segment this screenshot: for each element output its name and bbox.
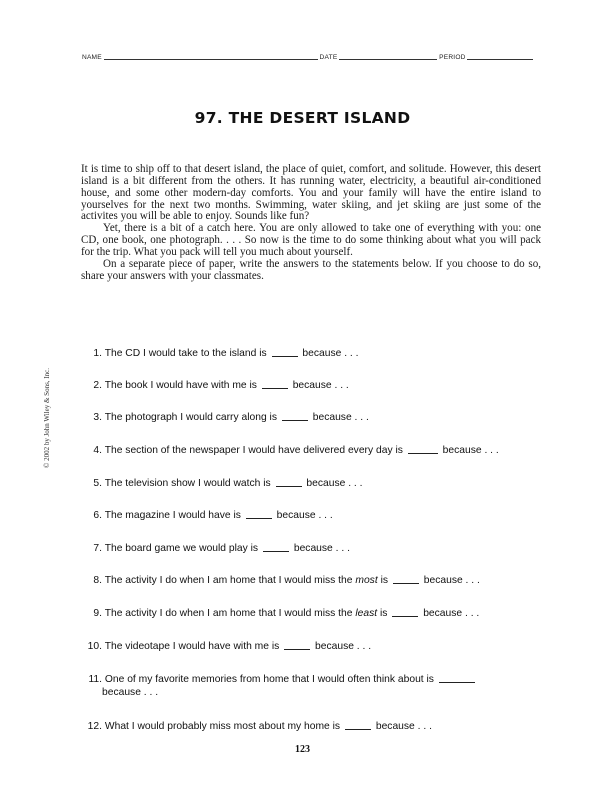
item-emphasis: least (355, 608, 378, 619)
list-item: 9. The activity I do when I am home that I would miss the least is because . . . (93, 608, 480, 619)
answer-blank[interactable] (345, 720, 371, 730)
list-item: 11. One of my favorite memories from home that I would often think about is because . . . (81, 673, 551, 699)
item-text: The television show I would watch is (104, 478, 271, 489)
answer-blank[interactable] (284, 640, 310, 650)
intro-text (81, 164, 541, 282)
copyright-notice: © 2002 by John Wiley & Sons, Inc. (43, 368, 51, 468)
item-text: The activity I do when I am home that I would miss the (104, 575, 353, 586)
item-text: The book I would have with me is (104, 380, 257, 391)
intro-paragraph-1: It is time to ship off to that desert island, the place of quiet, comfort, and solitude. However, this desert island is a bit different from the others. It has running water, electricity, a beautiful air-conditioned house, and some other modern-day comforts. You and your family will have the entire island to yourselves for the next two months. Swimming, water skiing, and jet skiing are just some of the activites you will be able to enjoy. Sounds like fun? (81, 163, 541, 223)
list-item: 1. The CD I would take to the island is because . . . (93, 348, 359, 359)
date-field[interactable] (339, 53, 437, 60)
answer-blank[interactable] (393, 574, 419, 584)
name-label: NAME (82, 54, 102, 61)
intro-paragraph-3: On a separate piece of paper, write the answers to the statements below. If you choose to do so, share your answers with your classmates. (81, 257, 541, 282)
because-text: because . . . (302, 348, 359, 359)
because-text: because . . . (306, 478, 363, 489)
item-text-end: is (380, 575, 389, 586)
list-item: 2. The book I would have with me is because . . . (93, 380, 349, 391)
item-emphasis: most (355, 575, 378, 586)
list-item: 4. The section of the newspaper I would have delivered every day is because . . . (93, 445, 499, 456)
item-text: The board game we would play is (104, 543, 259, 554)
date-label: DATE (319, 54, 338, 61)
item-text-end: is (380, 608, 388, 619)
because-text: because . . . (312, 412, 369, 423)
answer-blank[interactable] (439, 673, 475, 683)
because-text: because . . . (102, 686, 159, 698)
answer-blank[interactable] (262, 379, 288, 389)
list-item: 3. The photograph I would carry along is because . . . (93, 412, 369, 423)
because-text: because . . . (442, 445, 499, 456)
answer-blank[interactable] (246, 509, 272, 519)
list-item: 8. The activity I do when I am home that I would miss the most is because . . . (93, 575, 480, 586)
item-text: What I would probably miss most about my home is (104, 721, 341, 732)
period-field[interactable] (467, 53, 533, 60)
answer-blank[interactable] (272, 347, 298, 357)
item-text: The photograph I would carry along is (104, 412, 277, 423)
list-item: 12. What I would probably miss most about my home is because . . . (87, 721, 432, 732)
because-text: because . . . (423, 575, 480, 586)
item-text: The activity I do when I am home that I would miss the (104, 608, 353, 619)
answer-blank[interactable] (263, 542, 289, 552)
period-label: PERIOD (439, 54, 466, 61)
page-number: 123 (295, 744, 310, 755)
because-text: because . . . (315, 641, 372, 652)
item-text: The section of the newspaper I would have delivered every day is (104, 445, 403, 456)
because-text: because . . . (292, 380, 349, 391)
answer-blank[interactable] (392, 607, 418, 617)
page-title: 97. THE DESERT ISLAND (194, 109, 411, 127)
answer-blank[interactable] (276, 477, 302, 487)
answer-blank[interactable] (408, 444, 438, 454)
answer-blank[interactable] (282, 411, 308, 421)
because-text: because . . . (375, 721, 432, 732)
list-item: 10. The videotape I would have with me is because . . . (87, 641, 372, 652)
item-text: The CD I would take to the island is (104, 348, 267, 359)
item-text: One of my favorite memories from home that I would often think about is (104, 674, 434, 685)
item-text: The videotape I would have with me is (104, 641, 280, 652)
because-text: because . . . (293, 543, 350, 554)
list-item: 6. The magazine I would have is because . . . (93, 510, 333, 521)
because-text: because . . . (276, 510, 333, 521)
item-text: The magazine I would have is (104, 510, 241, 521)
intro-paragraph-2: Yet, there is a bit of a catch here. You are only allowed to take one of everything with you: one CD, one book, one photograph. . . . So now is the time to do some thinking about what you will pack for the trip. What you pack will tell you much about yourself. (81, 222, 541, 258)
because-text: because . . . (423, 608, 480, 619)
student-info-header (82, 53, 550, 61)
list-item: 5. The television show I would watch is because . . . (93, 478, 363, 489)
list-item: 7. The board game we would play is because . . . (93, 543, 350, 554)
name-field[interactable] (104, 53, 318, 60)
